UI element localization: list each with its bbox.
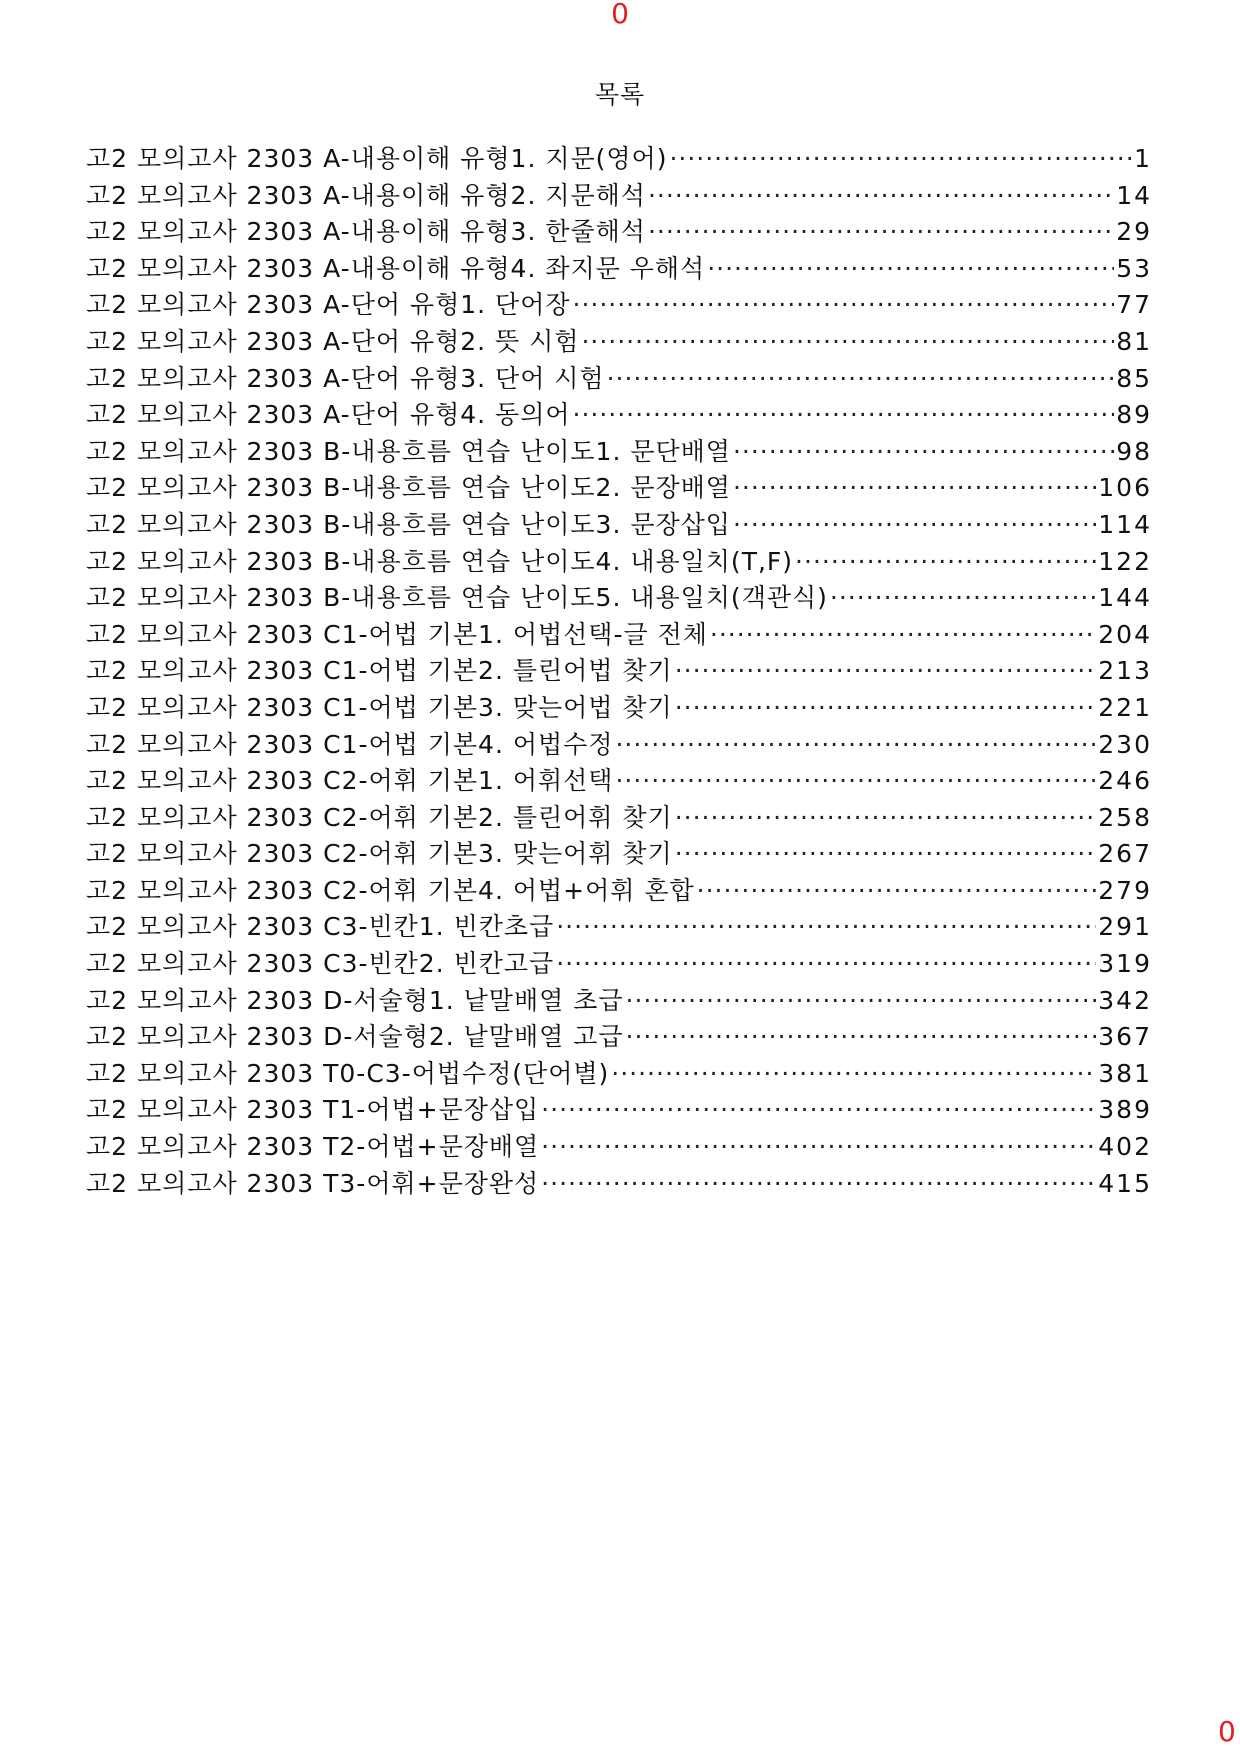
toc-dot-leader <box>541 1093 1096 1127</box>
toc-entry-label: 고2 모의고사 2303 C1-어법 기본1. 어법선택-글 전체 <box>86 619 708 649</box>
toc-entry-label: 고2 모의고사 2303 B-내용흐름 연습 난이도5. 내용일치(객관식) <box>86 583 828 613</box>
toc-dot-leader <box>607 362 1115 396</box>
toc-dot-leader <box>675 837 1097 871</box>
toc-entry-label: 고2 모의고사 2303 A-내용이해 유형3. 한줄해석 <box>86 217 646 247</box>
toc-entry-label: 고2 모의고사 2303 T3-어휘+문장완성 <box>86 1168 540 1198</box>
toc-entry-page-number: 106 <box>1098 473 1152 503</box>
toc-entry[interactable] <box>86 362 1152 399</box>
toc-dot-leader <box>611 1057 1096 1091</box>
toc-entry-page-number: 81 <box>1116 326 1152 356</box>
toc-dot-leader <box>675 801 1097 835</box>
toc-entry[interactable] <box>86 179 1152 216</box>
toc-entry[interactable] <box>86 947 1152 984</box>
toc-dot-leader <box>675 654 1097 688</box>
toc-entry[interactable] <box>86 801 1152 838</box>
toc-dot-leader <box>710 618 1096 652</box>
toc-entry[interactable] <box>86 142 1152 179</box>
toc-entry[interactable] <box>86 874 1152 911</box>
toc-entry[interactable] <box>86 398 1152 435</box>
toc-entry-page-number: 1 <box>1134 144 1152 173</box>
toc-entry-page-number: 89 <box>1116 400 1152 430</box>
toc-dot-leader <box>541 1130 1096 1164</box>
toc-dot-leader <box>626 984 1097 1018</box>
toc-entry-page-number: 144 <box>1098 583 1152 613</box>
toc-entry-page-number: 246 <box>1098 766 1152 796</box>
toc-entry[interactable] <box>86 471 1152 508</box>
toc-entry-label: 고2 모의고사 2303 D-서술형1. 낱말배열 초급 <box>86 985 624 1015</box>
header-page-number: 0 <box>611 0 629 30</box>
toc-entry-page-number: 291 <box>1098 912 1152 942</box>
toc-entry[interactable] <box>86 508 1152 545</box>
toc-entry-label: 고2 모의고사 2303 B-내용흐름 연습 난이도2. 문장배열 <box>86 473 731 503</box>
toc-dot-leader <box>675 691 1097 725</box>
toc-entry-label: 고2 모의고사 2303 D-서술형2. 낱말배열 고급 <box>86 1022 624 1052</box>
toc-entry-page-number: 213 <box>1098 656 1152 686</box>
toc-entry-label: 고2 모의고사 2303 B-내용흐름 연습 난이도3. 문장삽입 <box>86 509 731 539</box>
toc-entry-page-number: 98 <box>1116 436 1152 466</box>
toc-entry-label: 고2 모의고사 2303 C2-어휘 기본3. 맞는어휘 찾기 <box>86 839 673 869</box>
toc-dot-leader <box>556 910 1096 944</box>
toc-dot-leader <box>581 325 1114 359</box>
toc-title: 목록 <box>594 80 646 109</box>
toc-entry[interactable] <box>86 581 1152 618</box>
toc-entry-label: 고2 모의고사 2303 T1-어법+문장삽입 <box>86 1095 540 1125</box>
toc-entry[interactable] <box>86 1093 1152 1130</box>
toc-entry-page-number: 402 <box>1098 1132 1152 1162</box>
toc-dot-leader <box>615 764 1096 798</box>
toc-entry[interactable] <box>86 1130 1152 1167</box>
toc-entry-label: 고2 모의고사 2303 C1-어법 기본3. 맞는어법 찾기 <box>86 692 673 722</box>
toc-entry[interactable] <box>86 618 1152 655</box>
toc-entry-page-number: 29 <box>1116 217 1152 247</box>
toc-entry[interactable] <box>86 764 1152 801</box>
toc-entry-page-number: 122 <box>1098 546 1152 576</box>
toc-entry[interactable] <box>86 837 1152 874</box>
toc-entry[interactable] <box>86 728 1152 765</box>
toc-entry-page-number: 221 <box>1098 692 1152 722</box>
toc-dot-leader <box>615 728 1096 762</box>
toc-entry-label: 고2 모의고사 2303 A-단어 유형3. 단어 시험 <box>86 363 605 393</box>
toc-entry-label: 고2 모의고사 2303 C2-어휘 기본1. 어휘선택 <box>86 766 614 796</box>
toc-entry-page-number: 381 <box>1098 1058 1152 1088</box>
toc-dot-leader <box>556 947 1096 981</box>
toc-dot-leader <box>795 545 1096 579</box>
toc-dot-leader <box>573 288 1115 322</box>
toc-entry-page-number: 367 <box>1098 1022 1152 1052</box>
toc-dot-leader <box>648 215 1114 249</box>
toc-entry[interactable] <box>86 1020 1152 1057</box>
toc-entry-page-number: 389 <box>1098 1095 1152 1125</box>
toc-entry[interactable] <box>86 654 1152 691</box>
toc-dot-leader <box>830 581 1096 615</box>
toc-entry-page-number: 342 <box>1098 985 1152 1015</box>
toc-list <box>86 142 1152 1203</box>
toc-entry[interactable] <box>86 435 1152 472</box>
toc-entry-label: 고2 모의고사 2303 C2-어휘 기본4. 어법+어휘 혼합 <box>86 875 695 905</box>
toc-dot-leader <box>697 874 1097 908</box>
toc-entry-page-number: 53 <box>1116 253 1152 283</box>
toc-entry-label: 고2 모의고사 2303 A-단어 유형1. 단어장 <box>86 290 571 320</box>
toc-entry-page-number: 230 <box>1098 729 1152 759</box>
toc-entry[interactable] <box>86 288 1152 325</box>
toc-entry-page-number: 204 <box>1098 619 1152 649</box>
toc-dot-leader <box>626 1020 1097 1054</box>
toc-entry-page-number: 85 <box>1116 363 1152 393</box>
toc-entry[interactable] <box>86 910 1152 947</box>
toc-entry[interactable] <box>86 691 1152 728</box>
toc-entry-label: 고2 모의고사 2303 B-내용흐름 연습 난이도1. 문단배열 <box>86 436 731 466</box>
toc-entry-label: 고2 모의고사 2303 T0-C3-어법수정(단어별) <box>86 1058 610 1088</box>
toc-entry-page-number: 258 <box>1098 802 1152 832</box>
toc-dot-leader <box>573 398 1115 432</box>
toc-entry-label: 고2 모의고사 2303 C3-빈칸1. 빈칸초급 <box>86 912 555 942</box>
toc-entry-label: 고2 모의고사 2303 C2-어휘 기본2. 틀린어휘 찾기 <box>86 802 673 832</box>
toc-entry-label: 고2 모의고사 2303 C3-빈칸2. 빈칸고급 <box>86 949 555 979</box>
toc-entry-label: 고2 모의고사 2303 A-단어 유형2. 뜻 시험 <box>86 326 580 356</box>
toc-entry-page-number: 319 <box>1098 949 1152 979</box>
toc-entry[interactable] <box>86 325 1152 362</box>
toc-dot-leader <box>707 252 1114 286</box>
toc-entry-label: 고2 모의고사 2303 A-내용이해 유형2. 지문해석 <box>86 180 646 210</box>
toc-entry[interactable] <box>86 252 1152 289</box>
toc-entry-label: 고2 모의고사 2303 A-단어 유형4. 동의어 <box>86 400 571 430</box>
toc-entry[interactable] <box>86 984 1152 1021</box>
toc-entry-page-number: 114 <box>1098 509 1152 539</box>
toc-entry[interactable] <box>86 545 1152 582</box>
toc-entry-page-number: 415 <box>1098 1168 1152 1198</box>
toc-entry-page-number: 279 <box>1098 875 1152 905</box>
footer-page-number: 0 <box>1218 1715 1236 1748</box>
toc-entry[interactable] <box>86 1057 1152 1094</box>
toc-entry[interactable] <box>86 215 1152 252</box>
toc-entry-label: 고2 모의고사 2303 T2-어법+문장배열 <box>86 1132 540 1162</box>
toc-dot-leader <box>733 471 1096 505</box>
toc-entry-label: 고2 모의고사 2303 C1-어법 기본2. 틀린어법 찾기 <box>86 656 673 686</box>
toc-entry[interactable] <box>86 1167 1152 1204</box>
toc-entry-label: 고2 모의고사 2303 A-내용이해 유형4. 좌지문 우해석 <box>86 253 706 283</box>
toc-dot-leader <box>733 435 1114 469</box>
toc-entry-page-number: 14 <box>1116 180 1152 210</box>
toc-entry-page-number: 77 <box>1116 290 1152 320</box>
toc-dot-leader <box>541 1167 1096 1201</box>
toc-dot-leader <box>648 179 1114 213</box>
toc-dot-leader <box>733 508 1096 542</box>
toc-entry-label: 고2 모의고사 2303 A-내용이해 유형1. 지문(영어) <box>86 144 668 173</box>
toc-entry-label: 고2 모의고사 2303 C1-어법 기본4. 어법수정 <box>86 729 614 759</box>
toc-entry-label: 고2 모의고사 2303 B-내용흐름 연습 난이도4. 내용일치(T,F) <box>86 546 794 576</box>
toc-entry-page-number: 267 <box>1098 839 1152 869</box>
toc-dot-leader <box>669 142 1132 176</box>
